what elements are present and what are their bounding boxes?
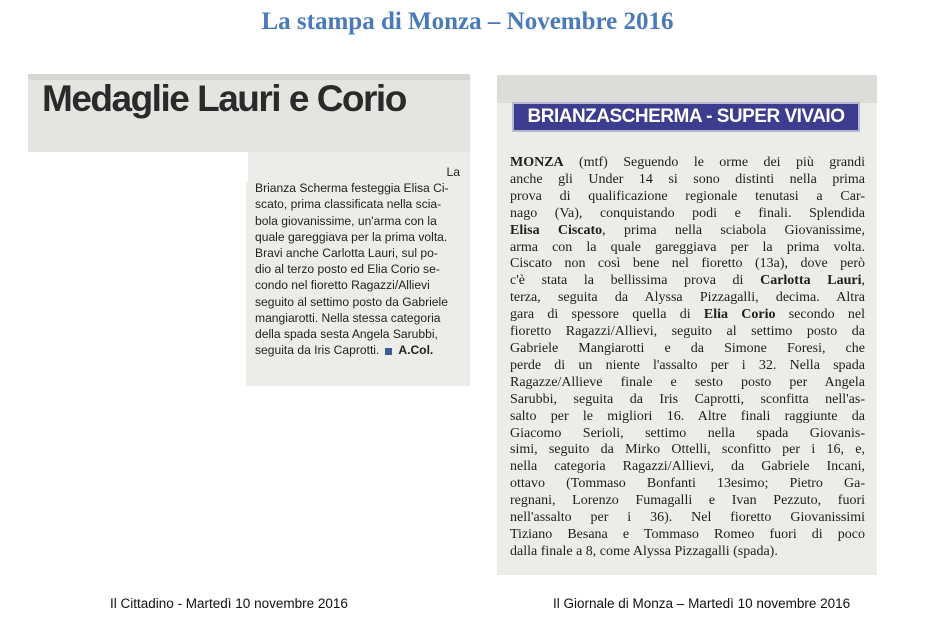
line-text: Sarubbi, seguita da Iris Caprotti, sconfitta nell'as- (510, 391, 865, 407)
line-text: anche gli Under 14 si sono distinti nella prima (510, 171, 865, 187)
end-square-icon (385, 348, 392, 355)
article-line (510, 273, 865, 290)
top-band (497, 75, 877, 103)
article-line (510, 392, 865, 409)
line-text: c'è stata la bellissima prova di (510, 273, 761, 289)
cittadino-clipping (28, 74, 470, 386)
article-line: della spada sesta Angela Sarubbi, (255, 327, 438, 342)
article-line (510, 206, 865, 223)
line-text: fioretto Ragazzi/Allievi, seguito al settimo posto da (510, 324, 865, 340)
line-text: arma con la quale gareggiava per la prima volta. (510, 239, 865, 255)
article-line (510, 476, 865, 493)
cittadino-caption: Il Cittadino - Martedì 10 novembre 2016 (110, 596, 348, 611)
article-body (255, 164, 460, 358)
article-line (510, 510, 865, 527)
article-line (510, 240, 865, 257)
article-line: mangiarotti. Nella stessa categoria (255, 310, 441, 325)
article-line: bola giovanissime, un'arma con la (255, 213, 437, 228)
article-line: La (446, 165, 460, 179)
line-text: , prima nella sciabola Giovanissime, (602, 222, 865, 238)
line-text: Ciscato non così bene nel fioretto (13a), dove però (510, 256, 865, 272)
article-line (510, 358, 865, 375)
article-line (510, 375, 865, 392)
article-line: Brianza Scherma festeggia Elisa Ci- (255, 181, 449, 196)
line-text: dalla finale a 8, come Alyssa Pizzagalli (spada). (510, 543, 778, 559)
giornale-caption: Il Giornale di Monza – Martedì 10 novembre 2016 (553, 596, 851, 611)
article-line (510, 290, 865, 307)
line-text: perde di un niente l'assalto per i 32. Nella spada (510, 357, 865, 373)
bold-name: Elisa Ciscato (510, 222, 603, 238)
line-text: gara di spessore quella di (510, 307, 704, 323)
article-line (510, 189, 865, 206)
line-text: (mtf) Seguendo le orme dei più grandi (563, 155, 865, 170)
line-text: simi, seguito da Mirko Ottelli, sconfitto per i 16, e, (510, 442, 865, 458)
signature: A.Col. (398, 343, 434, 358)
line-text: Giacomo Serioli, settimo nella spada Giovanis- (510, 425, 865, 441)
article-line (510, 155, 865, 172)
line-text: nella categoria Ragazzi/Allievi, da Gabriele Incani, (510, 459, 865, 475)
line-text: secondo nel (775, 307, 865, 323)
line-text: salto per le migliori 16. Altre finali raggiunte da (510, 408, 865, 424)
line-text: nago (Va), conquistando podi e finali. Splendida (510, 205, 865, 221)
line-text: terza, seguita da Alyssa Pizzagalli, decima. Altra (510, 290, 865, 306)
banner-text: BRIANZASCHERMA - SUPER VIVAIO (527, 106, 845, 127)
line-text: Tiziano Besana e Tommaso Romeo fuori di poco (510, 526, 865, 542)
article-line (510, 459, 865, 476)
article-body (510, 155, 865, 561)
banner (512, 102, 860, 132)
bold-name: MONZA (510, 155, 564, 170)
article-line (510, 426, 865, 443)
line-text: ottavo (Tommaso Bonfanti 13esimo; Pietro Ga- (510, 476, 865, 492)
article-line (510, 341, 865, 358)
blank-area-notch (228, 152, 248, 182)
line-text: Gabriele Mangiarotti e da Simone Foresi, che (510, 340, 865, 356)
article-line (510, 307, 865, 324)
article-line (510, 256, 865, 273)
article-line: seguito al settimo posto da Gabriele (255, 294, 448, 309)
giornale-clipping (497, 75, 877, 575)
article-line: scato, prima classificata nella scia- (255, 197, 442, 212)
line-text: , (861, 273, 865, 289)
article-line (510, 223, 865, 240)
article-line (510, 409, 865, 426)
article-line (510, 493, 865, 510)
article-line: seguita da Iris Caprotti. (255, 343, 380, 358)
article-line (510, 442, 865, 459)
article-line (510, 324, 865, 341)
bold-name: Carlotta Lauri (760, 273, 862, 289)
bold-name: Elia Corio (703, 307, 776, 323)
article-line (510, 544, 865, 561)
line-text: Ragazze/Allieve finale e sesto posto per Angela (510, 374, 865, 390)
line-text: regnani, Lorenzo Fumagalli e Ivan Pezzuto, fuori (510, 493, 865, 509)
article-line: quale gareggiava per la prima volta. (255, 229, 448, 244)
article-line (510, 172, 865, 189)
article-line (510, 527, 865, 544)
article-line: dio al terzo posto ed Elia Corio se- (255, 262, 440, 277)
headline: Medaglie Lauri e Corio (42, 78, 406, 119)
article-line: condo nel fioretto Ragazzi/Allievi (255, 278, 430, 293)
article-last-line (255, 342, 460, 358)
line-text: prova di qualificazione regionale tenutasi a Car- (510, 188, 865, 204)
line-text: nell'assalto per i 36). Nel fioretto Giovanissimi (510, 510, 865, 526)
article-line: Bravi anche Carlotta Lauri, sul po- (255, 246, 438, 261)
page-title: La stampa di Monza – Novembre 2016 (261, 8, 674, 35)
blank-area (28, 152, 246, 386)
